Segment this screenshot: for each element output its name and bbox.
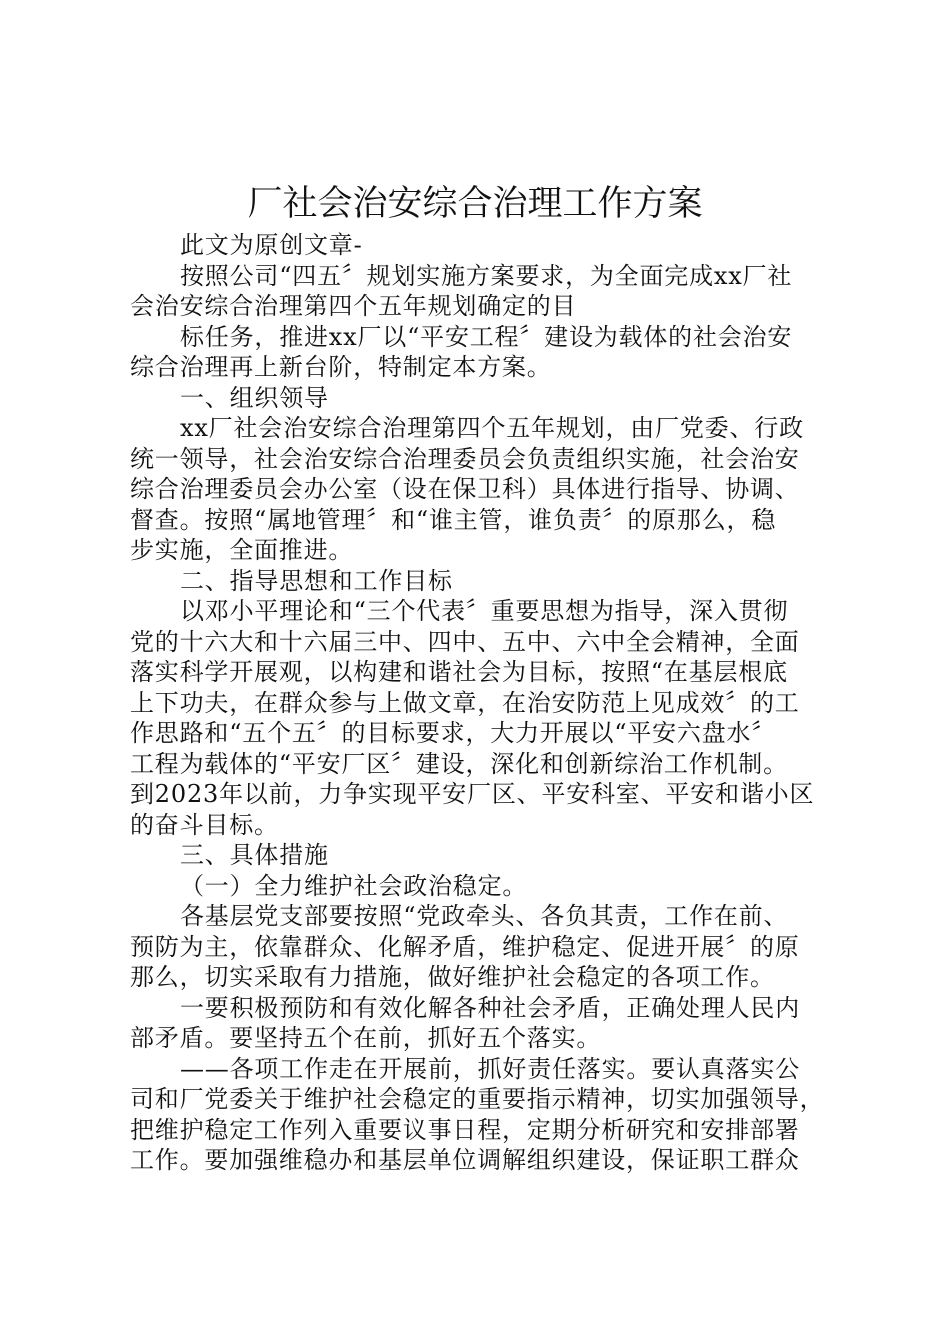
text-line: 党的十六大和十六届三中、四中、五中、六中全会精神，全面 [130, 627, 800, 656]
text-line: 标任务，推进xx厂以“平安工程〞建设为载体的社会治安 [180, 322, 793, 351]
paragraph [130, 383, 830, 414]
text-line: 司和厂党委关于维护社会稳定的重要指示精神，切实加强领导， [130, 1085, 825, 1113]
text-line: 按照公司“四五〞规划实施方案要求，为全面完成xx厂社 [180, 261, 793, 290]
paragraph [130, 596, 830, 840]
document-title: 厂社会治安综合治理工作方案 [247, 184, 703, 224]
text-line: 会治安综合治理第四个五年规划确定的目 [130, 292, 577, 320]
paragraph [130, 871, 830, 902]
text-line: 把维护稳定工作列入重要议事日程，定期分析研究和安排部署 [130, 1115, 800, 1144]
paragraph [130, 566, 830, 597]
text-line: 到2023年以前，力争实现平安厂区、平安科室、平安和谐小区 [130, 780, 815, 808]
text-line: 综合治理委员会办公室（设在保卫科）具体进行指导、协调、 [130, 475, 800, 503]
text-line: 各基层党支部要按照“党政牵头、各负其责，工作在前、 [180, 902, 789, 930]
text-line: 一、组织领导 [180, 383, 329, 412]
text-line: 那么，切实采取有力措施，做好维护社会稳定的各项工作。 [130, 963, 775, 991]
text-line: 预防为主，依靠群众、化解矛盾，维护稳定、促进开展〞的原 [130, 932, 800, 961]
text-line: 作思路和“五个五〞的目标要求，大力开展以“平安六盘水〞 [130, 719, 777, 747]
text-line: 督查。按照“属地管理〞和“谁主管，谁负责〞的原那么，稳 [130, 505, 777, 534]
text-line: 综合治理再上新台阶，特制定本方案。 [130, 353, 552, 381]
paragraph [130, 413, 830, 566]
text-line: 一要积极预防和有效化解各种社会矛盾，正确处理人民内 [180, 993, 800, 1022]
text-line: 工作。要加强维稳办和基层单位调解组织建设，保证职工群众 [130, 1146, 800, 1174]
text-line: 二、指导思想和工作目标 [180, 566, 453, 595]
paragraph [130, 322, 830, 383]
text-line: 工程为载体的“平安厂区〞建设，深化和创新综治工作机制。 [130, 749, 788, 778]
paragraph [130, 993, 830, 1054]
document-body [130, 230, 830, 1176]
text-line: 此文为原创文章- [180, 231, 363, 259]
text-line: 三、具体措施 [180, 841, 329, 869]
text-line: 以邓小平理论和“三个代表〞重要思想为指导，深入贯彻 [180, 597, 789, 625]
text-line: xx厂社会治安综合治理第四个五年规划，由厂党委、行政 [180, 414, 804, 442]
text-line: 部矛盾。要坚持五个在前，抓好五个落实。 [130, 1024, 602, 1052]
text-line: 落实科学开展观，以构建和谐社会为目标，按照“在基层根底 [130, 658, 788, 686]
text-line: 的奋斗目标。 [130, 810, 279, 839]
text-line: （一）全力维护社会政治稳定。 [180, 871, 528, 900]
text-line: 统一领导，社会治安综合治理委员会负责组织实施，社会治安 [130, 444, 800, 473]
text-line: 步实施，全面推进。 [130, 536, 354, 564]
text-line: ——各项工作走在开展前，抓好责任落实。要认真落实公 [180, 1054, 800, 1083]
paragraph [130, 261, 830, 322]
text-line: 上下功夫，在群众参与上做文章，在治安防范上见成效〞的工 [130, 688, 800, 717]
paragraph [130, 840, 830, 871]
paragraph [130, 901, 830, 993]
paragraph [130, 230, 830, 261]
paragraph [130, 1054, 830, 1176]
